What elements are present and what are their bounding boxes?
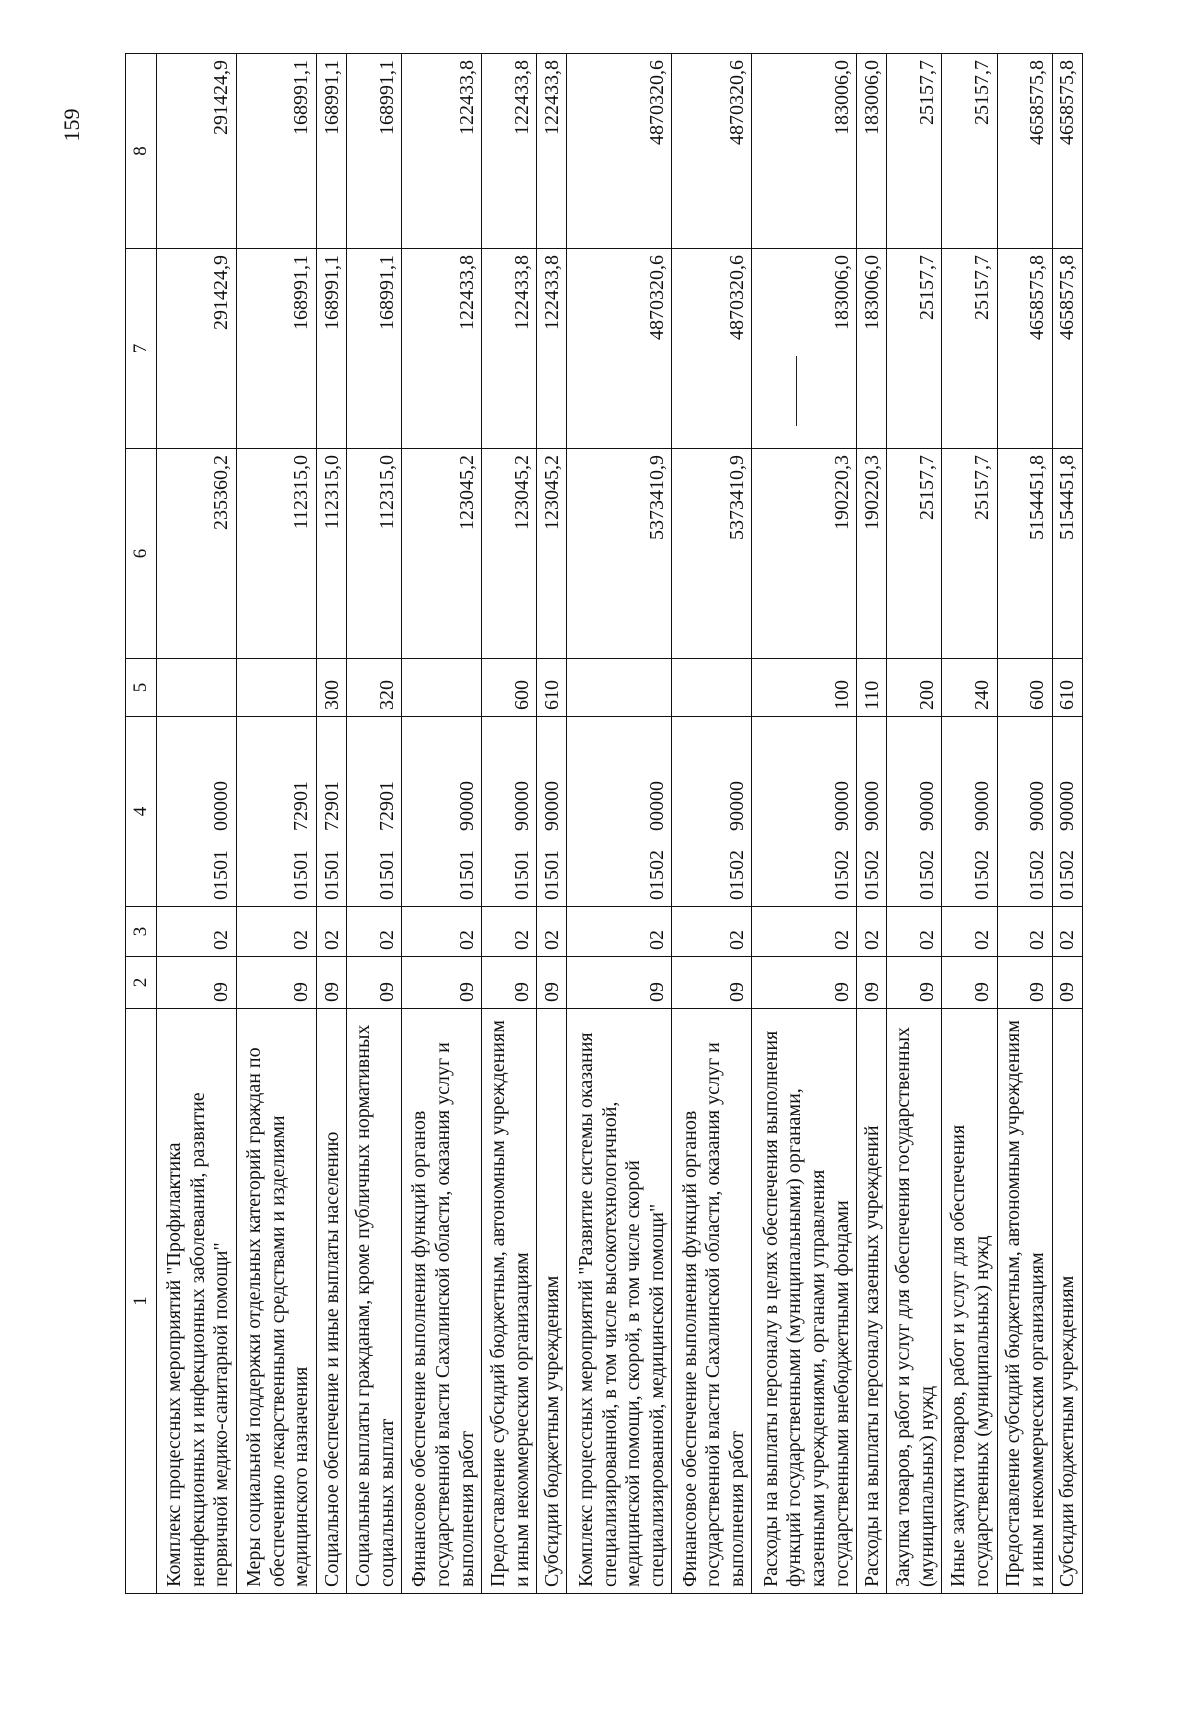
cell-amount-6: 25157,7 <box>887 449 942 659</box>
table-row <box>857 54 887 1594</box>
cell-target-article: 01502 00000 <box>567 717 672 907</box>
cell-subsection: 02 <box>857 907 887 957</box>
cell-amount-8: 291424,9 <box>157 54 237 249</box>
cell-expense-type: 320 <box>347 659 402 717</box>
cell-amount-7: 168991,1 <box>236 249 316 449</box>
cell-amount-7: 291424,9 <box>157 249 237 449</box>
col-header-5: 5 <box>126 659 157 717</box>
cell-target-article: 01502 90000 <box>1052 717 1082 907</box>
cell-amount-7: 122433,8 <box>537 249 567 449</box>
cell-target-article: 01501 90000 <box>537 717 567 907</box>
cell-target-article: 01501 72901 <box>236 717 316 907</box>
cell-subsection: 02 <box>537 907 567 957</box>
row-name: Расходы на выплаты персоналу казенных учреждений <box>857 1009 887 1594</box>
row-name: Комплекс процессных мероприятий "Профилактика неинфекционных и инфекционных заболеваний, развитие первичной медико-санитарной помощи" <box>157 1009 237 1594</box>
cell-amount-7: 168991,1 <box>347 249 402 449</box>
header-row <box>126 54 157 1594</box>
cell-amount-6: 112315,0 <box>347 449 402 659</box>
cell-section: 09 <box>942 957 997 1009</box>
cell-amount-7: 25157,7 <box>887 249 942 449</box>
cell-amount-7: 183006,0 <box>752 249 857 449</box>
cell-subsection: 02 <box>157 907 237 957</box>
table-row <box>236 54 316 1594</box>
cell-target-article: 01502 90000 <box>672 717 752 907</box>
table-row <box>1052 54 1082 1594</box>
cell-amount-6: 112315,0 <box>316 449 346 659</box>
cell-subsection: 02 <box>402 907 482 957</box>
row-name: Расходы на выплаты персоналу в целях обеспечения выполнения функций государственными (муниципальными) органами, казенными учреждениями, органами управления государственными внебюджетными фондами <box>752 1009 857 1594</box>
cell-target-article: 01501 72901 <box>347 717 402 907</box>
cell-expense-type <box>402 659 482 717</box>
cell-target-article: 01501 72901 <box>316 717 346 907</box>
cell-amount-7: 183006,0 <box>857 249 887 449</box>
cell-amount-6: 190220,3 <box>752 449 857 659</box>
cell-section: 09 <box>316 957 346 1009</box>
table-row <box>347 54 402 1594</box>
cell-section: 09 <box>482 957 537 1009</box>
budget-table-sheet <box>125 54 1083 1594</box>
cell-section: 09 <box>236 957 316 1009</box>
cell-expense-type: 100 <box>752 659 857 717</box>
cell-subsection: 02 <box>347 907 402 957</box>
cell-amount-8: 4658575,8 <box>1052 54 1082 249</box>
cell-subsection: 02 <box>997 907 1052 957</box>
cell-subsection: 02 <box>567 907 672 957</box>
cell-expense-type <box>567 659 672 717</box>
table-row <box>316 54 346 1594</box>
cell-expense-type <box>236 659 316 717</box>
cell-section: 09 <box>157 957 237 1009</box>
cell-amount-8: 168991,1 <box>316 54 346 249</box>
cell-subsection: 02 <box>236 907 316 957</box>
row-name: Закупка товаров, работ и услуг для обеспечения государственных (муниципальных) нужд <box>887 1009 942 1594</box>
cell-amount-7: 4870320,6 <box>672 249 752 449</box>
cell-target-article: 01502 90000 <box>942 717 997 907</box>
cell-section: 09 <box>347 957 402 1009</box>
cell-amount-7: 122433,8 <box>482 249 537 449</box>
cell-amount-7: 4870320,6 <box>567 249 672 449</box>
col-header-6: 6 <box>126 449 157 659</box>
cell-expense-type <box>157 659 237 717</box>
cell-expense-type: 300 <box>316 659 346 717</box>
cell-expense-type: 600 <box>997 659 1052 717</box>
cell-section: 09 <box>567 957 672 1009</box>
row-name: Субсидии бюджетным учреждениям <box>537 1009 567 1594</box>
row-name: Социальные выплаты гражданам, кроме публичных нормативных социальных выплат <box>347 1009 402 1594</box>
table-row <box>482 54 537 1594</box>
cell-amount-7: 25157,7 <box>942 249 997 449</box>
cell-amount-7: 4658575,8 <box>1052 249 1082 449</box>
table-row <box>402 54 482 1594</box>
cell-target-article: 01502 90000 <box>887 717 942 907</box>
table-row <box>887 54 942 1594</box>
cell-subsection: 02 <box>1052 907 1082 957</box>
cell-amount-6: 123045,2 <box>482 449 537 659</box>
cell-amount-8: 4870320,6 <box>672 54 752 249</box>
row-name: Финансовое обеспечение выполнения функций органов государственной власти Сахалинской области, оказания услуг и выполнения работ <box>672 1009 752 1594</box>
cell-amount-8: 122433,8 <box>537 54 567 249</box>
cell-amount-8: 183006,0 <box>857 54 887 249</box>
table-row <box>567 54 672 1594</box>
cell-target-article: 01502 90000 <box>857 717 887 907</box>
row-name: Меры социальной поддержки отдельных категорий граждан по обеспечению лекарственными средствами и изделиями медицинского назначения <box>236 1009 316 1594</box>
table-row <box>672 54 752 1594</box>
cell-amount-8: 122433,8 <box>402 54 482 249</box>
cell-subsection: 02 <box>482 907 537 957</box>
cell-subsection: 02 <box>316 907 346 957</box>
cell-subsection: 02 <box>942 907 997 957</box>
row-name: Предоставление субсидий бюджетным, автономным учреждениям и иным некоммерческим организациям <box>997 1009 1052 1594</box>
page-number: 159 <box>59 108 84 142</box>
row-name: Комплекс процессных мероприятий "Развитие системы оказания специализированной, в том числе высокотехнологичной, медицинской помощи, скорой, в том числе скорой специализированной, медицинской помощи" <box>567 1009 672 1594</box>
table-row <box>942 54 997 1594</box>
cell-expense-type: 110 <box>857 659 887 717</box>
cell-amount-6: 5154451,8 <box>1052 449 1082 659</box>
col-header-7: 7 <box>126 249 157 449</box>
cell-section: 09 <box>402 957 482 1009</box>
cell-target-article: 01501 00000 <box>157 717 237 907</box>
table-row <box>997 54 1052 1594</box>
cell-amount-7: 122433,8 <box>402 249 482 449</box>
cell-amount-6: 5154451,8 <box>997 449 1052 659</box>
cell-section: 09 <box>752 957 857 1009</box>
row-name: Предоставление субсидий бюджетным, автономным учреждениям и иным некоммерческим организациям <box>482 1009 537 1594</box>
cell-expense-type: 610 <box>537 659 567 717</box>
cell-amount-7: 168991,1 <box>316 249 346 449</box>
cell-amount-8: 168991,1 <box>347 54 402 249</box>
budget-table <box>125 53 1083 1594</box>
cell-expense-type: 240 <box>942 659 997 717</box>
cell-amount-6: 5373410,9 <box>672 449 752 659</box>
row-name: Иные закупки товаров, работ и услуг для обеспечения государственных (муниципальных) нужд <box>942 1009 997 1594</box>
cell-target-article: 01501 90000 <box>402 717 482 907</box>
cell-subsection: 02 <box>887 907 942 957</box>
table-row <box>537 54 567 1594</box>
cell-amount-6: 5373410,9 <box>567 449 672 659</box>
cell-section: 09 <box>857 957 887 1009</box>
cell-expense-type: 610 <box>1052 659 1082 717</box>
cell-amount-6: 112315,0 <box>236 449 316 659</box>
table-row <box>752 54 857 1594</box>
table-body <box>157 54 1083 1594</box>
col-header-3: 3 <box>126 907 157 957</box>
cell-amount-6: 25157,7 <box>942 449 997 659</box>
cell-amount-7: 4658575,8 <box>997 249 1052 449</box>
table-row <box>157 54 237 1594</box>
cell-amount-8: 4658575,8 <box>997 54 1052 249</box>
cell-amount-8: 4870320,6 <box>567 54 672 249</box>
col-header-4: 4 <box>126 717 157 907</box>
cell-target-article: 01502 90000 <box>752 717 857 907</box>
cell-amount-8: 25157,7 <box>942 54 997 249</box>
cell-section: 09 <box>997 957 1052 1009</box>
cell-amount-6: 123045,2 <box>537 449 567 659</box>
cell-section: 09 <box>537 957 567 1009</box>
cell-subsection: 02 <box>752 907 857 957</box>
cell-section: 09 <box>1052 957 1082 1009</box>
cell-amount-6: 123045,2 <box>402 449 482 659</box>
cell-amount-6: 235360,2 <box>157 449 237 659</box>
col-header-8: 8 <box>126 54 157 249</box>
cell-amount-6: 190220,3 <box>857 449 887 659</box>
cell-amount-8: 122433,8 <box>482 54 537 249</box>
cell-amount-8: 168991,1 <box>236 54 316 249</box>
cell-expense-type: 200 <box>887 659 942 717</box>
cell-section: 09 <box>887 957 942 1009</box>
col-header-1: 1 <box>126 1009 157 1594</box>
row-name: Финансовое обеспечение выполнения функций органов государственной власти Сахалинской области, оказания услуг и выполнения работ <box>402 1009 482 1594</box>
row-name: Субсидии бюджетным учреждениям <box>1052 1009 1082 1594</box>
cell-section: 09 <box>672 957 752 1009</box>
cell-expense-type <box>672 659 752 717</box>
cell-amount-8: 25157,7 <box>887 54 942 249</box>
col-header-2: 2 <box>126 957 157 1009</box>
cell-target-article: 01501 90000 <box>482 717 537 907</box>
row-name: Социальное обеспечение и иные выплаты населению <box>316 1009 346 1594</box>
cell-expense-type: 600 <box>482 659 537 717</box>
cell-amount-8: 183006,0 <box>752 54 857 249</box>
cell-subsection: 02 <box>672 907 752 957</box>
cell-target-article: 01502 90000 <box>997 717 1052 907</box>
